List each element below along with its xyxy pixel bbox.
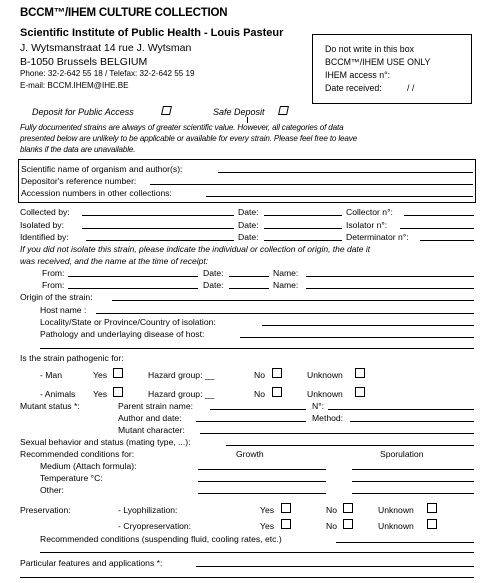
temperature-growth-field[interactable] [198,481,326,482]
preservation-label: Preservation: [20,505,71,515]
mutant-character-label: Mutant character: [118,425,185,435]
depositor-ref-label: Depositor's reference number: [21,176,137,186]
lyo-unknown-label: Unknown [378,505,414,515]
cryo-unknown-label: Unknown [378,521,414,531]
mutant-no-label: N°: [312,401,325,411]
collector-no-label: Collector n°: [346,207,393,217]
lyo-unknown-checkbox[interactable] [427,503,437,513]
lyo-yes-checkbox[interactable] [281,503,291,513]
scientific-name-label: Scientific name of organism and author(s): [21,164,183,174]
safe-deposit-label: Safe Deposit [213,107,265,117]
particular-features-field-2[interactable] [20,577,474,578]
man-unknown-checkbox[interactable] [355,368,365,378]
host-name-field[interactable] [96,313,474,314]
animals-label: - Animals [40,389,76,399]
isolated-date-label: Date: [238,220,259,230]
origin-label: Origin of the strain: [20,292,93,302]
recommended-preservation-label: Recommended conditions (suspending fluid, cooling rates, etc.) [40,534,282,544]
accession-field[interactable] [206,196,473,197]
animals-unknown-label: Unknown [307,389,343,399]
determinator-no-field[interactable] [420,240,474,241]
sexual-behavior-label: Sexual behavior and status (mating type, ...): [20,437,191,447]
man-hazard-label: Hazard group: __ [148,370,215,380]
from-field-2[interactable] [68,288,198,289]
email: E-mail: BCCM.IHEM@IHE.BE [20,81,129,90]
author-date-field[interactable] [196,421,306,422]
public-access-checkbox[interactable] [161,106,172,115]
depositor-ref-field[interactable] [150,184,473,185]
identified-by-label: Identified by: [20,232,69,242]
public-access-label: Deposit for Public Access [32,107,134,117]
office-box-line-2: BCCM™/IHEM USE ONLY [325,57,431,67]
address-line-2: B-1050 Brussels BELGIUM [20,56,148,68]
isolator-no-label: Isolator n°: [346,220,388,230]
date-received-label: Date received: [325,83,382,93]
parent-strain-field[interactable] [210,409,306,410]
pathogenic-question: Is the strain pathogenic for: [20,353,124,363]
animals-yes-label: Yes [93,389,108,399]
lyo-yes-label: Yes [260,505,275,515]
not-isolated-line-1: If you did not isolate this strain, please indicate the individual or collection of origin, the date it [20,244,371,254]
pathology-field-2[interactable] [40,348,474,349]
collector-no-field[interactable] [404,215,474,216]
recommended-preservation-field-2[interactable] [40,552,474,553]
sporulation-header: Sporulation [380,449,424,459]
man-no-label: No [254,370,265,380]
isolator-no-field[interactable] [400,228,474,229]
date-received-slashes: / / [407,83,415,93]
cryo-no-label: No [326,521,337,531]
not-isolated-line-2: was received, and the name at the time of receipt: [20,256,209,266]
locality-field[interactable] [262,325,474,326]
from-name-field-2[interactable] [306,288,474,289]
other-label: Other: [40,485,64,495]
isolated-date-field[interactable] [264,228,342,229]
growth-header: Growth [236,449,264,459]
from-date-field-2[interactable] [229,288,269,289]
recommended-preservation-field[interactable] [336,542,474,543]
lyophilization-label: - Lyophilization: [118,505,178,515]
from-date-label-2: Date: [203,280,224,290]
from-field-1[interactable] [68,276,198,277]
medium-growth-field[interactable] [198,469,326,470]
man-yes-label: Yes [93,370,108,380]
ihem-access-label: IHEM access n°: [325,70,391,80]
collected-by-label: Collected by: [20,207,70,217]
temperature-label: Temperature °C: [40,473,103,483]
office-use-box [312,34,472,104]
from-date-label-1: Date: [203,268,224,278]
pathology-field[interactable] [240,337,474,338]
institute-name: Scientific Institute of Public Health - Louis Pasteur [20,27,284,39]
form-title: BCCM™/IHEM CULTURE COLLECTION [20,7,228,19]
identified-date-label: Date: [238,232,259,242]
parent-strain-label: Parent strain name: [118,401,193,411]
cryopreservation-label: - Cryopreservation: [118,521,192,531]
cryo-yes-checkbox[interactable] [281,519,291,529]
other-growth-field[interactable] [198,493,326,494]
identified-date-field[interactable] [264,240,342,241]
cryo-no-checkbox[interactable] [343,519,353,529]
temperature-sporulation-field[interactable] [352,481,474,482]
mutant-character-field[interactable] [200,433,474,434]
accession-label: Accession numbers in other collections: [21,188,172,198]
address-line-1: J. Wytsmanstraat 14 rue J. Wytsman [20,42,192,54]
medium-sporulation-field[interactable] [352,469,474,470]
sexual-behavior-field[interactable] [226,445,474,446]
determinator-no-label: Determinator n°: [346,232,409,242]
lyo-no-label: No [326,505,337,515]
method-label: Method: [312,413,344,423]
origin-field[interactable] [112,300,474,301]
office-box-line-1: Do not write in this box [325,44,414,54]
host-name-label: Host name : [40,305,87,315]
particular-features-field[interactable] [196,566,474,567]
phone-fax: Phone: 32-2-642 55 18 / Telefax: 32-2-642 55 19 [20,69,195,78]
mutant-status-label: Mutant status *: [20,401,80,411]
safe-deposit-checkbox[interactable] [278,106,289,115]
from-name-field-1[interactable] [306,276,474,277]
from-label-1: From: [42,268,65,278]
from-date-field-1[interactable] [229,276,269,277]
animals-no-label: No [254,389,265,399]
note-line-3: blanks if the data are unavailable. [20,145,136,154]
other-sporulation-field[interactable] [352,493,474,494]
animals-no-checkbox[interactable] [272,387,282,397]
from-name-label-1: Name: [273,268,299,278]
author-date-label: Author and date: [118,413,182,423]
lyo-no-checkbox[interactable] [343,503,353,513]
method-field[interactable] [350,421,474,422]
pathology-label: Pathology and underlaying disease of host: [40,329,205,339]
cryo-yes-label: Yes [260,521,275,531]
particular-features-label: Particular features and applications *: [20,558,163,568]
collected-date-field[interactable] [264,215,342,216]
from-label-2: From: [42,280,65,290]
collected-by-field[interactable] [82,215,234,216]
man-unknown-label: Unknown [307,370,343,380]
recommended-conditions-label: Recommended conditions for: [20,449,135,459]
from-name-label-2: Name: [273,280,299,290]
man-label: - Man [40,370,62,380]
note-line-1: Fully documented strains are always of greater scientific value. However, all categories of data [20,123,344,132]
cryo-unknown-checkbox[interactable] [427,519,437,529]
medium-label: Medium (Attach formula): [40,461,137,471]
isolated-by-field[interactable] [82,228,234,229]
collected-date-label: Date: [238,207,259,217]
identified-by-field[interactable] [86,240,234,241]
note-line-2: presented below are unlikely to be applicable or available for every strain. Please feel free to leave [20,134,357,143]
mutant-no-field[interactable] [328,409,474,410]
scientific-name-field[interactable] [218,172,473,173]
man-yes-checkbox[interactable] [113,368,123,378]
animals-unknown-checkbox[interactable] [355,387,365,397]
animals-hazard-label: Hazard group: __ [148,389,215,399]
locality-label: Locality/State or Province/Country of isolation: [40,317,216,327]
man-no-checkbox[interactable] [272,368,282,378]
animals-yes-checkbox[interactable] [113,387,123,397]
isolated-by-label: Isolated by: [20,220,64,230]
